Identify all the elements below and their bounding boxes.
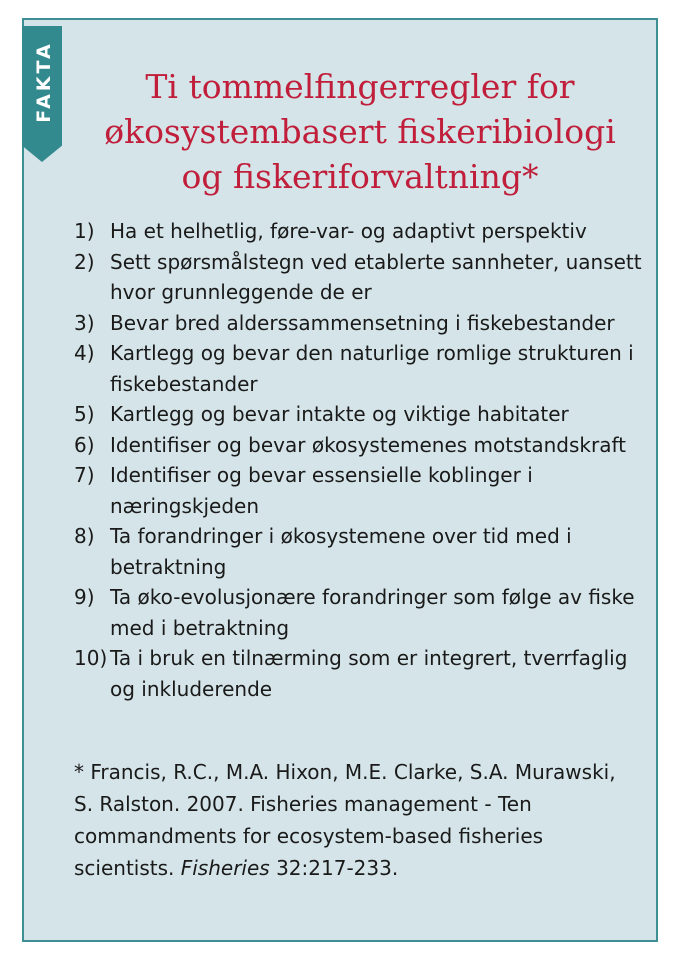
rule-number: 9) — [74, 585, 95, 609]
rule-text: Ta forandringer i økosystemene over tid med i betraktning — [110, 524, 572, 579]
rule-item-4 — [74, 338, 644, 399]
rule-number: 1) — [74, 219, 95, 243]
reference-footnote — [74, 756, 634, 884]
rule-text: Kartlegg og bevar den naturlige romlige strukturen i fiskebestander — [110, 341, 634, 396]
rule-number: 5) — [74, 402, 95, 426]
rule-number: 3) — [74, 310, 95, 335]
rule-item-1 — [74, 216, 644, 247]
rule-number: 10) — [74, 646, 108, 670]
rule-number: 7) — [74, 463, 95, 487]
reference-authors: * Francis, R.C., M.A. Hixon, M.E. Clarke, S.A. Murawski, S. Ralston. 2007. Fisheries management - Ten commandments for ecosystem-based fisheries scientists. — [74, 760, 616, 880]
rule-text: Bevar bred alderssammensetning i fiskebestander — [110, 310, 615, 335]
rule-text: Ha et helhetlig, føre-var- og adaptivt perspektiv — [110, 219, 587, 243]
rule-text: Identifiser og bevar essensielle koblinger i næringskjeden — [110, 463, 533, 518]
rule-item-10 — [74, 643, 644, 704]
box-title — [84, 64, 636, 199]
rule-item-3 — [74, 308, 644, 339]
rule-number: 4) — [74, 341, 95, 365]
rule-item-8 — [74, 521, 644, 582]
fact-box — [22, 18, 658, 942]
title-line-1: Ti tommelfingerregler for — [145, 67, 575, 106]
rule-item-9 — [74, 582, 644, 643]
rule-text: Ta i bruk en tilnærming som er integrert, tverrfaglig og inkluderende — [110, 646, 628, 701]
rule-item-7 — [74, 460, 644, 521]
rule-number: 6) — [74, 432, 95, 457]
rule-text: Identifiser og bevar økosystemenes motstandskraft — [110, 432, 627, 457]
title-line-3: og fiskeriforvaltning* — [181, 157, 539, 196]
reference-journal: Fisheries — [180, 856, 270, 880]
rule-text: Sett spørsmålstegn ved etablerte sannheter, uansett hvor grunnleggende de er — [110, 249, 642, 304]
rule-number: 8) — [74, 524, 95, 548]
rule-number: 2) — [74, 249, 95, 274]
rule-text: Kartlegg og bevar intakte og viktige habitater — [110, 402, 569, 426]
fakta-label: FAKTA — [33, 41, 55, 123]
rule-item-5 — [74, 399, 644, 430]
rule-text: Ta øko-evolusjonære forandringer som følge av fiske med i betraktning — [110, 585, 635, 640]
reference-citation: 32:217-233. — [276, 856, 399, 880]
title-line-2: økosystembasert fiskeribiologi — [104, 112, 616, 151]
rule-item-6 — [74, 430, 644, 461]
rule-item-2 — [74, 247, 644, 308]
rules-list — [74, 216, 644, 704]
